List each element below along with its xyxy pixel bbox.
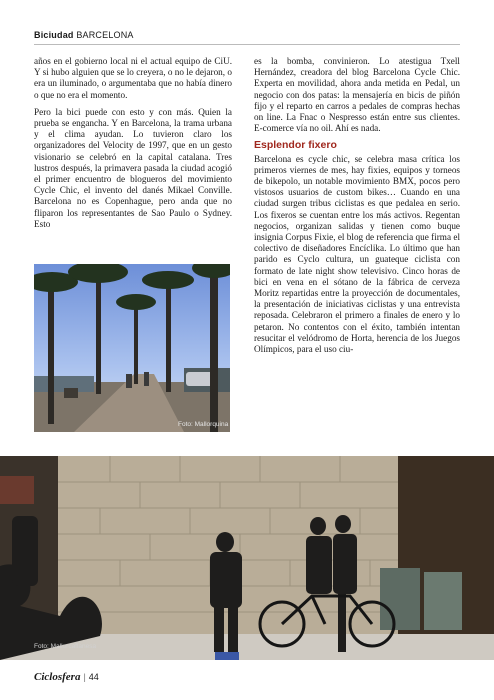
paragraph: Barcelona es cycle chic, se celebra masa crítica los primeros viernes de mes, hay fixies, equipos y torneos de bikepolo, un notable movimiento BMX, pocos pero vistosos usuarios de custom bikes… Cuando en una ciudad surgen tribus ciclistas es que pedalea en serio. Los fixeros se cuentan entre los más activos. Regentan negocios, organizan salidas y tienen como buque insignia Corpus Fixie, el blog de referencia que firma el colectivo de diseñadores Encíclika. Lo último que han parido es Cyclo cultura, un guateque ciclista con formato de late night show televisivo. Cinco horas de bici en vena en el sótano de la fábrica de cerveza Moritz repartidas entre la proyección de documentales, la presentación de iniciativas ciclistas y una entrevista reposada. Celebraron el primero a finales de enero y lo petaron. No contentos con el éxito, también intentan resucitar el velódromo de Horta, herencia de los Juegos Olímpicos, para el uso ciu- <box>254 153 460 355</box>
section-name: Biciudad <box>34 30 74 40</box>
page-number: 44 <box>88 672 99 682</box>
paragraph: años en el gobierno local ni el actual equipo de CiU. Y si hubo alguien que se lo creyera, o no le dejaron, o era un iluminado, o argumentaba que no había dinero o que no era el momento. <box>34 56 232 100</box>
header-divider <box>34 44 460 45</box>
wall-cyclists-photo <box>0 456 494 660</box>
magazine-logo: Ciclosfera <box>34 671 81 683</box>
left-column <box>34 56 232 236</box>
street-photo <box>34 264 230 432</box>
paragraph: es la bomba, convinieron. Lo atestigua Txell Hernández, creadora del blog Barcelona Cycle Chic. Experta en movilidad, ahora anda metida en Pedal, un negocio con dos patas: la mensajería en bicis de piñón fijo y el reparto en carros a pedales de compras hechas on line. La Fnac o Nespresso están entre sus clientes. E-comerce vía no oil. Ahí es nada. <box>254 56 460 134</box>
photo-credit: Foto: Mallorcaflanesa <box>34 643 97 650</box>
section-header <box>34 30 134 40</box>
right-column <box>254 56 460 361</box>
page-footer: Ciclosfera | 44 <box>34 671 99 683</box>
subheading: Esplendor fixero <box>254 139 337 152</box>
photo-credit: Foto: Mallorquina <box>178 421 229 428</box>
section-city: BARCELONA <box>76 30 134 40</box>
paragraph: Pero la bici puede con esto y con más. Quien la prueba se engancha. Y en Barcelona, la trama urbana y el clima ayudan. Lo tuvieron claro los organizadores del Velocity de 1997, que en un gesto visionario se celebró en la capital catalana. Tres lustros después, la primavera pasada la ciudad acogió el primer encuentro de blogueros del movimiento Cycle Chic, el invento del danés Mikael Conville. Barcelona no es Copenhague, pero anda que no fliparon los representantes de Sao Paulo o Sydney. Esto <box>34 106 232 229</box>
